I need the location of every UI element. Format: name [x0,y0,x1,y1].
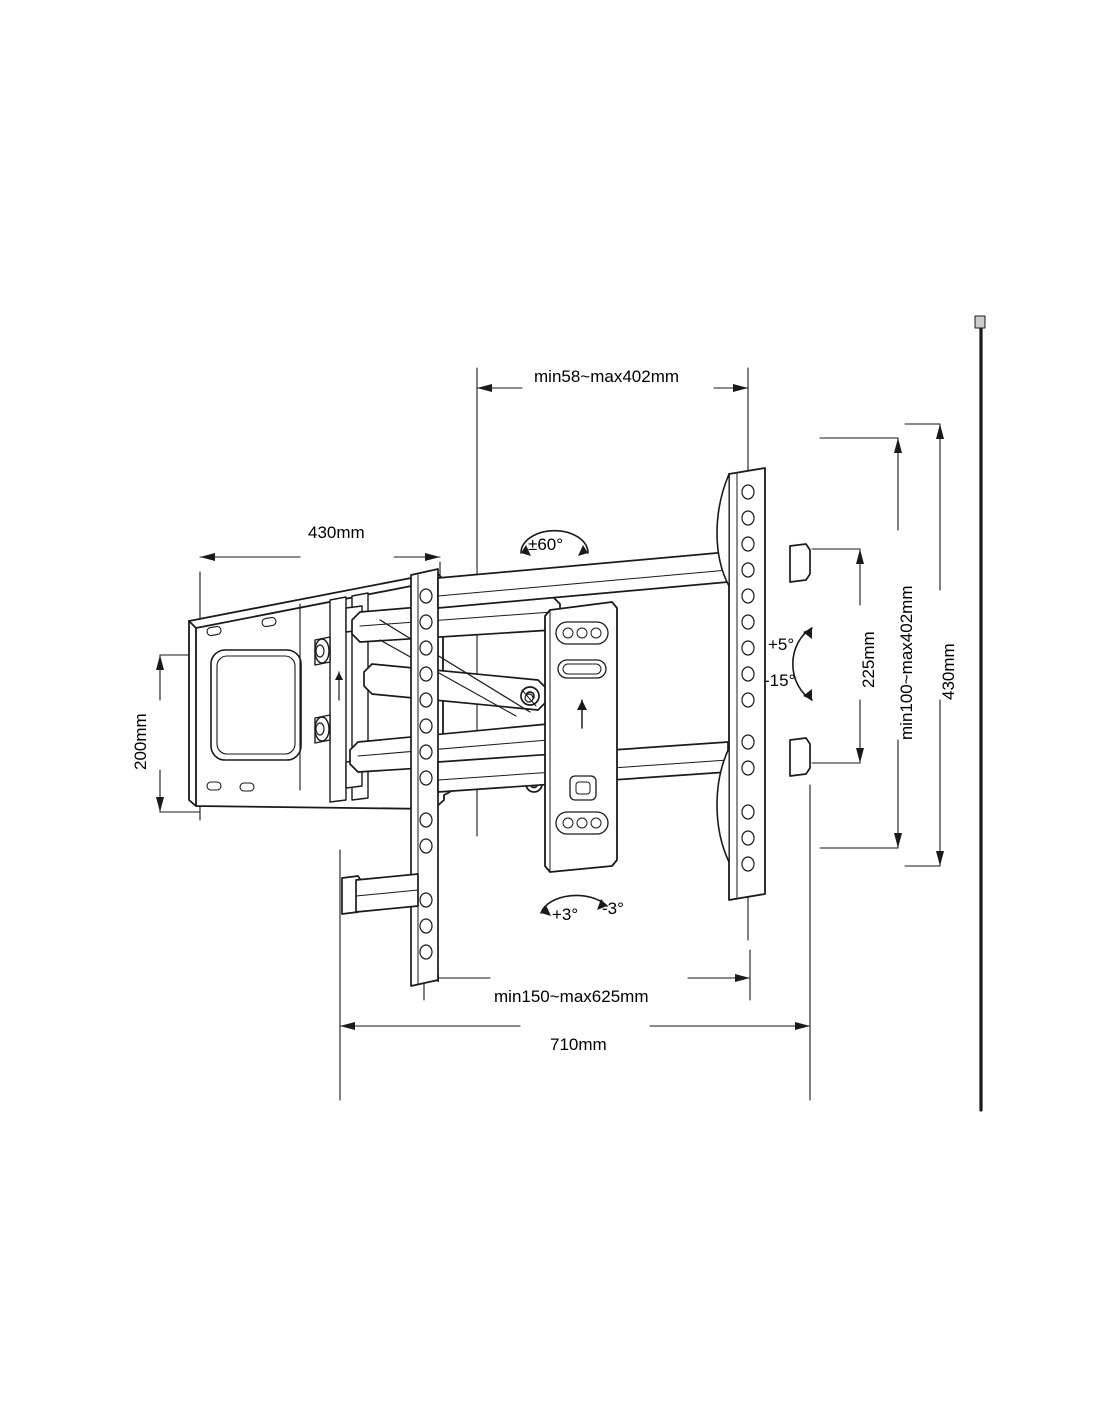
label-plate-width: 430mm [308,523,365,542]
label-vesa-height: 225mm [859,631,878,688]
vesa-rail-right [717,468,765,900]
label-total-height: 430mm [939,643,958,700]
center-pivot-plate [545,602,617,872]
vesa-rail-left [411,569,438,986]
dim-arm-extension [424,860,750,1000]
label-plate-height: 200mm [131,713,150,770]
dim-vesa-height [812,549,864,763]
label-vesa-height-range: min100~max402mm [897,585,916,740]
right-edge-rule [975,316,985,1110]
label-total-width: 710mm [550,1035,607,1054]
label-tilt-up: +5° [768,635,795,654]
label-swivel-angle: ±60° [528,535,564,554]
label-depth-range: min58~max402mm [534,367,680,386]
label-tilt-down: -15° [764,671,796,690]
label-roll-plus: +3° [552,905,579,924]
label-roll-minus: -3° [602,899,624,918]
label-arm-extension: min150~max625mm [494,987,649,1006]
tilt-arc-indicator [793,628,812,700]
